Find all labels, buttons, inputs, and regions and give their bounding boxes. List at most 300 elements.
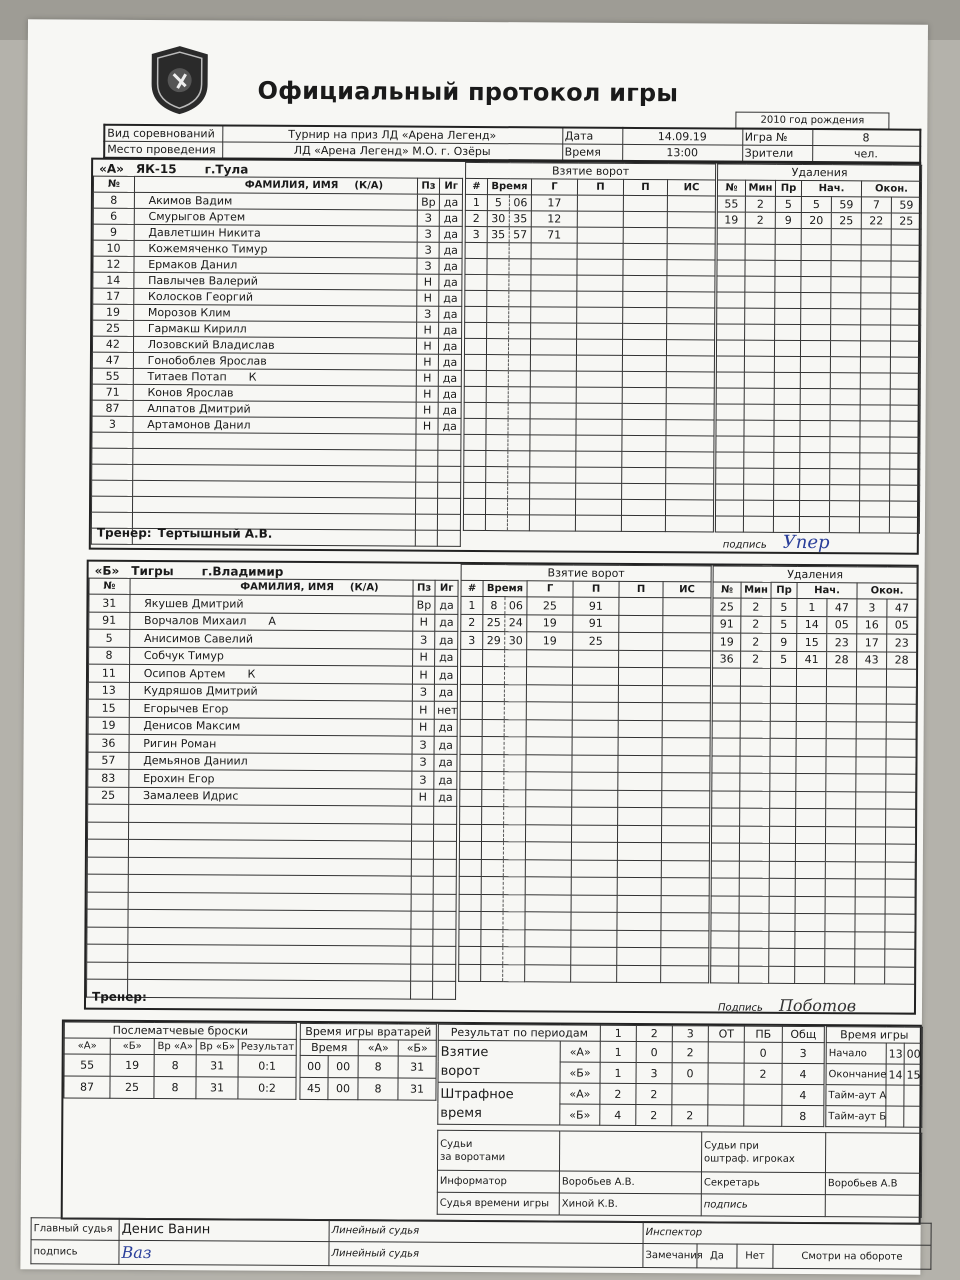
penalty-min: [745, 260, 775, 276]
officials-table: [437, 1130, 923, 1218]
player-row: [88, 787, 457, 807]
goal-g: [530, 419, 576, 435]
goal-row: [459, 859, 709, 878]
penalty-ss: [825, 914, 855, 932]
penalty-row: [712, 703, 916, 722]
col-no: №: [89, 578, 130, 594]
player-row: [92, 352, 461, 370]
penalty-pr: [769, 948, 795, 966]
penalty-em: [860, 373, 890, 389]
penalty-sm: [795, 861, 825, 879]
penalty-row: [711, 860, 915, 879]
empty-cell: [434, 806, 457, 824]
goal-p2: [623, 307, 667, 323]
penalty-em: [855, 931, 885, 949]
penalty-em: [856, 756, 886, 774]
date-value: 14.09.19: [622, 128, 742, 145]
goal-p2: [619, 615, 663, 633]
penalty-es: [891, 309, 921, 325]
goal-p2: [617, 860, 661, 878]
goal-row: [461, 649, 711, 668]
player-number: 25: [93, 320, 134, 336]
penalty-min: [744, 340, 774, 356]
goal-p2: [618, 807, 662, 825]
goal-col-p2: П: [619, 581, 663, 597]
goal-p1: [576, 355, 622, 371]
empty-cell: [415, 482, 438, 498]
goalie-time-col: Время: [300, 1039, 358, 1055]
team-a-section: [89, 158, 921, 555]
goal-p2: [619, 650, 663, 668]
penalty-min: [744, 404, 774, 420]
goal-g: [525, 859, 571, 877]
player-position: З: [412, 631, 435, 649]
penalty-no: [711, 860, 739, 878]
team-letter: «А»: [99, 161, 124, 176]
penalty-pr: 9: [775, 212, 801, 228]
penalty-pr: [769, 896, 795, 914]
player-plays: да: [439, 370, 462, 386]
penalty-ss: [825, 931, 855, 949]
player-plays: да: [439, 258, 462, 274]
empty-cell: [438, 498, 461, 514]
empty-cell: [415, 466, 438, 482]
penalty-em: [861, 261, 891, 277]
penalty-no: [711, 913, 739, 931]
penalty-em: [856, 739, 886, 757]
penalty-ss: [830, 453, 860, 469]
player-row: [89, 629, 458, 649]
shootout-cell: 8: [154, 1077, 196, 1099]
penalty-ss: [831, 277, 861, 293]
competition-value: Турнир на приз ЛД «Арена Легенд»: [222, 125, 562, 144]
empty-cell: [92, 464, 133, 480]
goal-is: [661, 843, 709, 861]
goal-row: [459, 841, 709, 860]
team-name: ЯК-15: [135, 161, 177, 177]
player-position: З: [417, 242, 440, 258]
player-position: З: [416, 306, 439, 322]
shootout-col: «А»: [64, 1038, 110, 1054]
goal-col-p2: П: [623, 179, 667, 195]
penalty-em: [860, 469, 890, 485]
goal-col-g: Г: [531, 179, 577, 195]
penalty-es: [885, 932, 915, 950]
shootout-cell: 19: [110, 1054, 154, 1076]
penalty-no: [711, 843, 739, 861]
goal-p2: [617, 895, 661, 913]
penalty-sm: 15: [797, 633, 827, 651]
penalty-min: [745, 308, 775, 324]
player-number: 3: [92, 416, 133, 432]
goal-g: [529, 515, 575, 531]
period-value: 2: [744, 1063, 782, 1084]
goal-g: 17: [531, 195, 577, 211]
goal-is: [662, 790, 710, 808]
penalty-es: [891, 293, 921, 309]
goal-s: [503, 947, 525, 965]
goal-g: [526, 754, 572, 772]
goal-row: [460, 701, 710, 720]
goal-is: [666, 420, 714, 436]
penalty-sm: [800, 388, 830, 404]
penalty-pr: [770, 791, 796, 809]
goal-g: [529, 499, 575, 515]
empty-cell: [127, 962, 410, 981]
player-number: 57: [88, 752, 129, 770]
empty-cell: [433, 946, 456, 964]
goal-n: [465, 290, 487, 306]
penalty-no: [717, 324, 745, 340]
penalty-es: [886, 669, 916, 687]
goal-p2: [622, 419, 666, 435]
penalty-es: 05: [887, 617, 917, 635]
goal-s: [508, 483, 530, 499]
penalty-no: [716, 404, 744, 420]
player-plays: да: [435, 649, 458, 667]
penalty-es: [886, 757, 916, 775]
goal-row: [460, 736, 710, 755]
pen-col-no: №: [717, 180, 745, 196]
penalty-pr: [770, 668, 796, 686]
penalty-no: 25: [713, 598, 741, 616]
penalty-no: [716, 420, 744, 436]
period-value: 3: [782, 1042, 824, 1063]
period-value: 0: [744, 1042, 782, 1063]
empty-cell: [410, 946, 433, 964]
goal-n: [460, 666, 482, 684]
penalty-es: [886, 687, 916, 705]
penalty-sm: [800, 372, 830, 388]
player-name-cell: [129, 699, 412, 718]
period-row: [438, 1040, 824, 1063]
goal-g: 19: [527, 614, 573, 632]
penalty-min: [744, 452, 774, 468]
goal-row: [465, 306, 715, 324]
player-name: Гармакш Кирилл: [147, 321, 247, 336]
goalie-time-cell: 45: [300, 1077, 328, 1099]
penalty-row: [716, 388, 920, 405]
goal-s: [509, 323, 531, 339]
goal-row: [465, 226, 715, 244]
goalie-time-table: [299, 1023, 436, 1101]
player-number: 31: [89, 594, 130, 612]
empty-cell: [438, 514, 461, 530]
player-position: Вр: [413, 596, 436, 614]
penalty-ss: [831, 325, 861, 341]
penalty-es: [885, 967, 915, 985]
goal-row: [461, 596, 711, 615]
penalty-min: [744, 388, 774, 404]
player-number: 9: [93, 224, 134, 240]
penalty-row: [712, 720, 916, 739]
coach-name: Тертышный А.В.: [157, 526, 273, 541]
goal-m: [482, 789, 504, 807]
goal-row: [463, 514, 713, 532]
empty-cell: [87, 857, 128, 875]
goal-n: 2: [465, 210, 487, 226]
goal-s: [508, 467, 530, 483]
empty-cell: [128, 892, 411, 911]
col-ka-label: (К/А): [354, 180, 384, 192]
player-position: Н: [416, 370, 439, 386]
coach-line: [92, 990, 153, 1004]
goal-m: [481, 964, 503, 982]
empty-cell: [434, 859, 457, 877]
goal-s: [504, 719, 526, 737]
penalty-min: [739, 931, 769, 949]
penalty-es: [891, 229, 921, 245]
goal-is: [667, 228, 715, 244]
player-name: Собчук Тимур: [143, 649, 224, 663]
penalty-sm: [800, 452, 830, 468]
penalty-em: [861, 293, 891, 309]
penalty-no: 19: [713, 633, 741, 651]
penalty-ss: [826, 739, 856, 757]
goal-p2: [623, 259, 667, 275]
player-name: Алпатов Дмитрий: [147, 401, 251, 416]
empty-cell: [410, 964, 433, 982]
penalty-min: [744, 420, 774, 436]
penalty-es: [885, 949, 915, 967]
empty-cell: [128, 804, 411, 823]
goal-p1: [571, 930, 617, 948]
goal-s: [508, 355, 530, 371]
goal-p1: [571, 965, 617, 983]
empty-cell: [128, 839, 411, 858]
player-name: Лозовский Владислав: [147, 337, 275, 352]
goalie-time-cell: 00: [328, 1056, 358, 1078]
penalty-no: 19: [717, 212, 745, 228]
penalty-es: [885, 827, 915, 845]
penalty-sm: [801, 276, 831, 292]
penalty-ss: 23: [827, 634, 857, 652]
goal-m: [483, 649, 505, 667]
player-row: [88, 699, 457, 719]
goal-g: [525, 824, 571, 842]
penalty-ss: [830, 373, 860, 389]
referee-signature: Ваз: [119, 1240, 329, 1265]
period-value: [708, 1084, 744, 1105]
period-value: [708, 1042, 744, 1063]
penalty-es: [890, 341, 920, 357]
penalty-row: [712, 790, 916, 809]
penalty-min: [740, 773, 770, 791]
penalty-row: [716, 372, 920, 389]
goal-is: [661, 878, 709, 896]
empty-cell: [128, 822, 411, 841]
period-value: [744, 1084, 782, 1105]
goals-label: [438, 1040, 560, 1083]
penalty-es: 23: [887, 634, 917, 652]
goal-n: [464, 338, 486, 354]
coach-signature: Упер: [782, 531, 830, 554]
player-position: Н: [416, 354, 439, 370]
period-value: 2: [636, 1104, 672, 1125]
league-logo-icon: [147, 44, 211, 116]
penalty-min: 2: [741, 651, 771, 669]
spectators-value: чел.: [812, 146, 920, 163]
goal-p2: [623, 227, 667, 243]
penalty-pr: [770, 703, 796, 721]
goal-col-p1: П: [577, 179, 623, 195]
penalty-min: [745, 228, 775, 244]
goal-s: [504, 667, 526, 685]
player-plays: да: [439, 290, 462, 306]
sign-label: подпись: [722, 539, 767, 551]
goal-s: [509, 243, 531, 259]
penalty-em: [856, 791, 886, 809]
penalty-ss: [825, 826, 855, 844]
player-row: [93, 288, 462, 306]
penalty-row: [711, 948, 915, 967]
goal-is: [666, 372, 714, 388]
penalty-no: [715, 516, 743, 532]
penalty-min: [744, 468, 774, 484]
goals-title: Взятие ворот: [461, 564, 711, 582]
player-number: 11: [88, 664, 129, 682]
player-row: [88, 734, 457, 754]
goal-p2: [623, 291, 667, 307]
goal-n: [460, 719, 482, 737]
goalie-time-cell: 00: [300, 1055, 328, 1077]
goal-n: 3: [461, 631, 483, 649]
penalty-sm: [796, 791, 826, 809]
penalty-pr: [769, 826, 795, 844]
player-position: Н: [412, 614, 435, 632]
player-position: Н: [416, 322, 439, 338]
goal-s: 06: [509, 195, 531, 211]
penalty-ss: 25: [831, 213, 861, 229]
goal-p1: [576, 451, 622, 467]
goal-g: 12: [531, 211, 577, 227]
goal-g: [526, 737, 572, 755]
col-pos: Пз: [413, 580, 436, 596]
player-number: 19: [88, 717, 129, 735]
player-name: Ермаков Данил: [148, 257, 238, 272]
penalty-min: [740, 686, 770, 704]
goal-p1: [576, 435, 622, 451]
empty-cell: [438, 450, 461, 466]
goal-p2: [617, 930, 661, 948]
player-row: [88, 682, 457, 702]
shootout-cell: 55: [64, 1054, 110, 1076]
player-row: [87, 892, 456, 912]
team-city: г.Тула: [204, 162, 249, 177]
protocol-sheet: [20, 19, 928, 1274]
player-number: 10: [93, 240, 134, 256]
empty-cell: [434, 876, 457, 894]
remarks-label: Замечания: [643, 1244, 697, 1268]
goal-is: [666, 436, 714, 452]
goal-m: [482, 772, 504, 790]
players-table: [86, 578, 459, 1000]
goal-g: [525, 842, 571, 860]
goal-p1: 91: [573, 597, 619, 615]
goal-s: [503, 912, 525, 930]
goal-p1: [576, 387, 622, 403]
penalty-pr: [770, 756, 796, 774]
penalty-em: [856, 669, 886, 687]
goal-p1: [571, 860, 617, 878]
goal-p1: [577, 259, 623, 275]
player-position: Н: [412, 701, 435, 719]
penalty-no: [716, 340, 744, 356]
player-row: [92, 416, 461, 434]
goal-p1: [572, 790, 618, 808]
time-value: 13:00: [622, 144, 742, 161]
penalty-row: [713, 615, 917, 634]
goal-n: 1: [461, 596, 483, 614]
player-name-cell: [133, 416, 416, 434]
player-number: 15: [88, 699, 129, 717]
player-position: З: [412, 736, 435, 754]
goal-p2: [622, 371, 666, 387]
penalty-es: [885, 897, 915, 915]
empty-cell: [416, 434, 439, 450]
timeout-a-label: Тайм-аут А: [826, 1085, 886, 1106]
goal-g: [530, 451, 576, 467]
penalty-pr: [775, 228, 801, 244]
penalty-sm: [801, 260, 831, 276]
goal-s: [509, 291, 531, 307]
penalty-sm: [800, 340, 830, 356]
team-city: г.Владимир: [201, 564, 284, 579]
penalty-judges-label: Судьи при оштраф. игроках: [701, 1132, 825, 1173]
player-plays: да: [439, 322, 462, 338]
empty-cell: [411, 929, 434, 947]
goal-n: [464, 354, 486, 370]
player-row: [87, 962, 456, 982]
penalty-row: [717, 324, 921, 341]
goal-p1: 25: [573, 632, 619, 650]
player-row: [88, 717, 457, 737]
goal-s: [503, 824, 525, 842]
goal-n: [465, 274, 487, 290]
player-plays: да: [439, 386, 462, 402]
player-position: З: [412, 771, 435, 789]
penalty-sm: 20: [801, 212, 831, 228]
player-number: 42: [92, 336, 133, 352]
period-col: ПБ: [744, 1026, 782, 1042]
penalty-ss: [826, 809, 856, 827]
penalty-sm: [796, 703, 826, 721]
player-number: 13: [88, 682, 129, 700]
penalty-es: [890, 389, 920, 405]
goalie-time-cell: 00: [328, 1078, 358, 1100]
penalty-pr: [770, 721, 796, 739]
goal-row: [461, 631, 711, 650]
see-back-label: Смотри на обороте: [773, 1244, 931, 1269]
start-label: Начало: [826, 1043, 886, 1064]
goal-m: 30: [487, 211, 509, 227]
player-number: 12: [93, 256, 134, 272]
goal-g: [526, 667, 572, 685]
penalty-no: [716, 372, 744, 388]
penalty-sm: [799, 500, 829, 516]
empty-cell: [127, 944, 410, 963]
penalty-min: [739, 913, 769, 931]
penalty-pr: [775, 260, 801, 276]
player-position: Н: [411, 789, 434, 807]
penalty-no: [716, 484, 744, 500]
penalty-sm: 1: [797, 598, 827, 616]
penalty-sm: [796, 808, 826, 826]
player-position: Н: [412, 719, 435, 737]
goal-s: [508, 403, 530, 419]
goal-g: [526, 702, 572, 720]
player-name-cell: [128, 787, 411, 806]
